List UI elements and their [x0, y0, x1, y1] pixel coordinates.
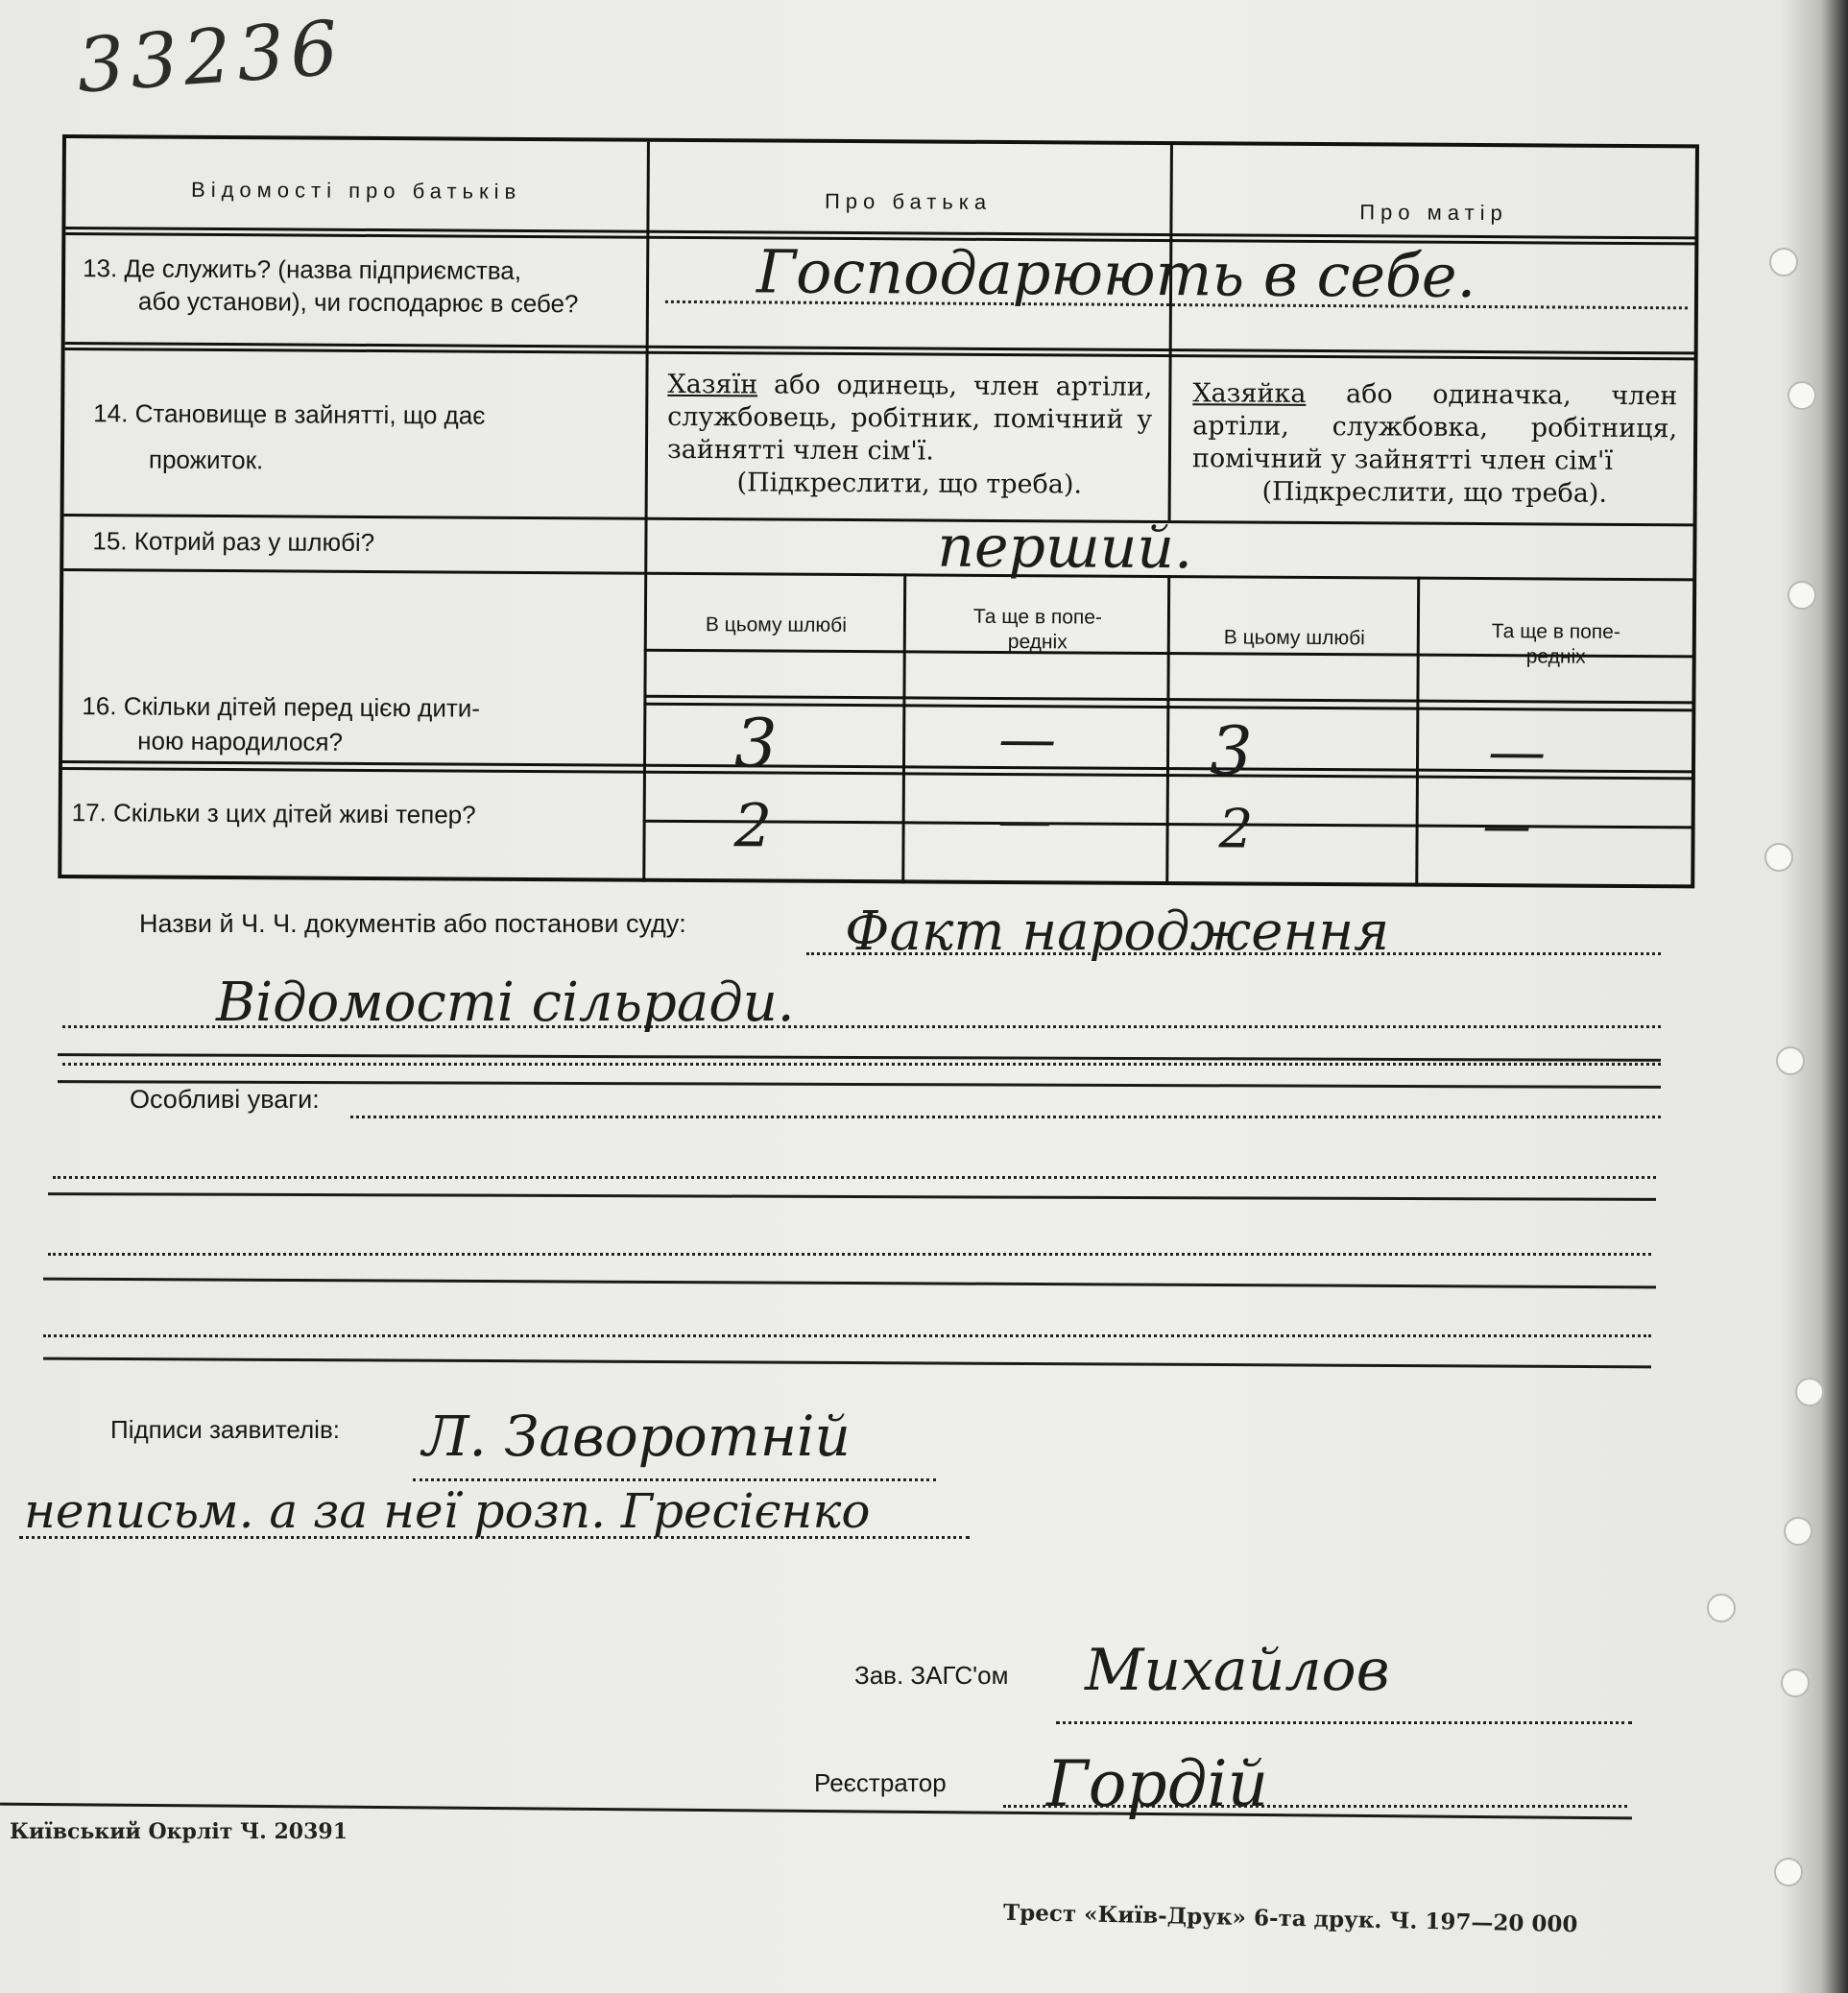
q16-father-previous-header: Та ще в попе- редніх — [972, 605, 1103, 654]
q13-label: 13. Де служить? (назва підприємства, або установи), чи господарює в себе? — [83, 253, 579, 319]
binding-hole — [1784, 1517, 1812, 1546]
binding-hole — [1776, 1046, 1805, 1075]
binding-hole — [1795, 1378, 1824, 1406]
q16-father-previous: — — [997, 705, 1057, 774]
binding-hole — [1788, 381, 1816, 410]
signatures-value-line1: Л. Заворотній — [422, 1404, 851, 1469]
q16-mother-previous-header: Та ще в попе- редніх — [1491, 620, 1620, 668]
binding-hole — [1707, 1594, 1736, 1622]
q16-label: 16. Скільки дітей перед цією дити- ною народилося? — [82, 691, 481, 756]
q17-label: 17. Скільки з цих дітей живі тепер? — [71, 798, 476, 829]
binding-hole — [1774, 1858, 1803, 1886]
footer-left: Київський Окрліт Ч. 20391 — [10, 1819, 348, 1844]
q14-mother-options: Хазяйка або одиначка, член артіли, службовка, робітниця, помічний у зайнятті член сім'ї (Підкреслити, що треба). — [1191, 378, 1678, 509]
q16-father-this: 3 — [733, 704, 778, 783]
documents-value-line2: Відомості сільради. — [216, 972, 795, 1034]
q16-mother-this: 3 — [1209, 711, 1253, 791]
registry-head-signature: Михайлов — [1085, 1637, 1390, 1704]
binding-hole — [1788, 581, 1816, 610]
registrar-label: Реєстратор — [814, 1768, 947, 1797]
q17-mother-this: 2 — [1218, 798, 1254, 861]
documents-value-line1: Факт народження — [845, 900, 1390, 963]
binding-hole — [1769, 248, 1798, 276]
q16-father-this-marriage-header: В цьому шлюбі — [705, 613, 847, 636]
q16-mother-previous: — — [1487, 718, 1547, 786]
header-mother: Про матір — [1359, 200, 1508, 226]
registry-head-label: Зав. ЗАГС'ом — [854, 1661, 1009, 1690]
parents-info-table — [58, 134, 1699, 888]
q16-mother-this-marriage-header: В цьому шлюбі — [1223, 626, 1365, 650]
remarks-label: Особливі уваги: — [130, 1085, 320, 1114]
binding-hole — [1764, 843, 1793, 872]
header-father: Про батька — [824, 188, 993, 214]
archive-number: 33236 — [74, 5, 347, 110]
registrar-signature: Гордій — [1046, 1747, 1269, 1821]
header-parents-info: Відомості про батьків — [190, 177, 522, 204]
q14-father-selected: Хазяїн — [667, 369, 758, 400]
signatures-value-line2: неписьм. а за неї розп. Гресієнко — [24, 1483, 871, 1539]
q14-father-options: Хазяїн або одинець, член артіли, службовець, робітник, помічний у зайнятті член сім'ї. (Підкреслити, що треба). — [666, 369, 1153, 500]
signatures-label: Підписи заявителів: — [110, 1415, 340, 1444]
q14-label: 14. Становище в зайнятті, що дає прожиток. — [93, 398, 486, 475]
q17-father-previous: — — [997, 788, 1052, 852]
q15-answer: перший. — [937, 513, 1193, 583]
q15-label: 15. Котрий раз у шлюбі? — [92, 526, 375, 557]
binding-hole — [1781, 1669, 1810, 1697]
q17-mother-previous: — — [1482, 798, 1531, 854]
q14-mother-selected: Хазяйка — [1192, 378, 1307, 409]
q17-father-this: 2 — [733, 790, 773, 861]
q13-answer: Господарюють в себе. — [756, 236, 1476, 311]
footer-right: Трест «Київ-Друк» 6-та друк. Ч. 197—20 000 — [1002, 1899, 1578, 1938]
documents-label: Назви й Ч. Ч. документів або постанови суду: — [139, 909, 686, 938]
